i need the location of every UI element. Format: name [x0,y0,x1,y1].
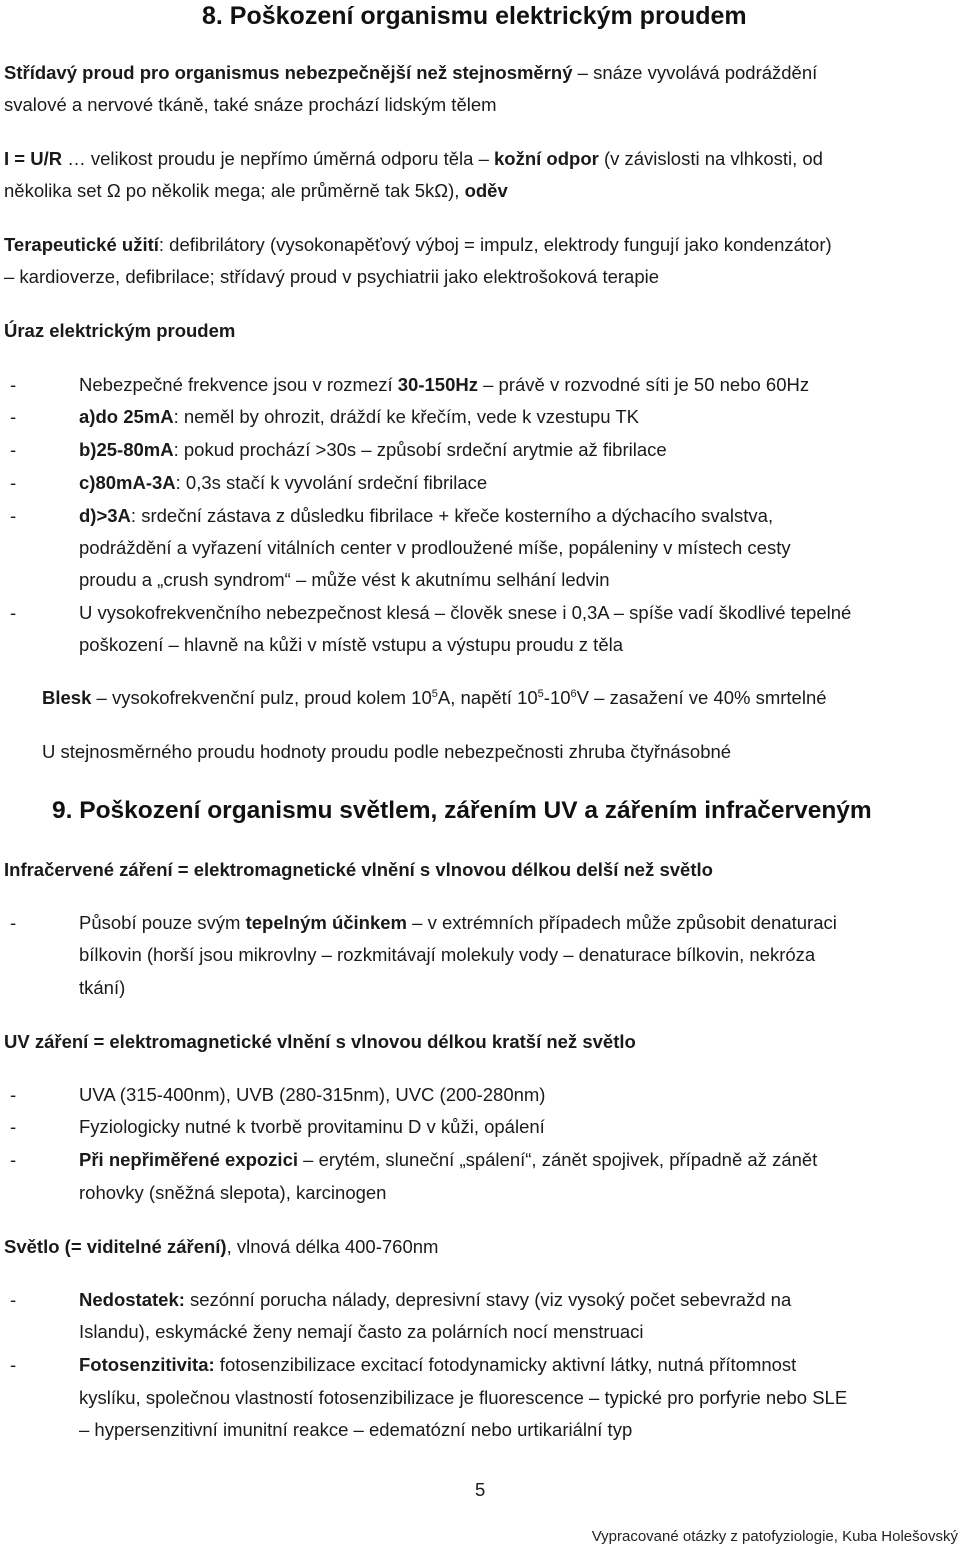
text: A, napětí 10 [437,687,538,708]
text: Fyziologicky nutné k tvorbě provitaminu D v kůži, opálení [79,1116,545,1137]
bold-text: Fotosenzitivita: [79,1354,215,1375]
bullet: - [10,1289,17,1310]
paragraph-ac-vs-dc-line2: svalové a nervové tkáně, také snáze prochází lidským tělem [4,94,497,115]
text: – erytém, sluneční „spálení“, zánět spojivek, případně až zánět [298,1149,818,1170]
list-item-continuation: poškození – hlavně na kůži v místě vstupu a výstupu proudu z těla [79,634,624,655]
page-number: 5 [475,1479,486,1500]
text: několika set Ω po několik mega; ale průměrně tak 5kΩ), [4,180,465,201]
bold-text: Blesk [42,687,92,708]
text: … velikost proudu je nepřímo úměrná odporu těla – [62,148,494,169]
text: (v závislosti na vlhkosti, od [598,148,823,169]
paragraph-visible-light [4,1238,438,1257]
bullet: - [10,1149,17,1170]
bold-text: oděv [464,180,508,201]
text: – právě v rozvodné síti je 50 nebo 60Hz [477,374,810,395]
page-footer: Vypracované otázky z patofyziologie, Kuba Holešovský [591,1528,958,1545]
bullet: - [10,1116,17,1137]
bold-text: Střídavý proud pro organismus nebezpečnější než stejnosměrný [4,62,573,83]
list-item-continuation: proudu a „crush syndrom“ – může vést k akutnímu selhání ledvin [79,569,610,590]
bullet: - [10,374,17,395]
text: : 0,3s stačí k vyvolání srdeční fibrilace [175,472,488,493]
bullet: - [10,439,17,460]
list-item-continuation: – hypersenzitivní imunitní reakce – edematózní nebo urtikariální typ [79,1419,633,1440]
list-item-continuation: kyslíku, společnou vlastností fotosenzibilizace je fluorescence – typické pro porfyrie nebo SLE [79,1387,848,1408]
bold-text: d)>3A [79,505,131,526]
superscript: 6 [570,687,577,700]
bold-text: kožní odpor [494,148,599,169]
paragraph-ohm-law [4,150,823,169]
text: UVA (315-400nm), UVB (280-315nm), UVC (200-280nm) [79,1084,546,1105]
text: V – zasažení ve 40% smrtelné [576,687,827,708]
text: – snáze vyvolává podráždění [572,62,818,83]
bold-text: a)do 25mA [79,406,174,427]
text: – v extrémních případech může způsobit denaturaci [407,912,837,933]
list-item-continuation: bílkovin (horší jsou mikrovlny – rozkmitávají molekuly vody – denaturace bílkovin, nekróza [79,944,816,965]
subheading-uv: UV záření = elektromagnetické vlnění s vlnovou délkou kratší než světlo [4,1031,636,1052]
text: : defibrilátory (vysokonapěťový výboj = impulz, elektrody fungují jako kondenzátor) [158,234,832,255]
text: fotosenzibilizace excitací fotodynamicky aktivní látky, nutná přítomnost [214,1354,797,1375]
superscript: 5 [431,687,438,700]
bullet: - [10,1354,17,1375]
section-9-title: 9. Poškození organismu světlem, zářením UV a zářením infračerveným [52,797,872,824]
list-item-continuation: podráždění a vyřazení vitálních center v prodloužené míše, popáleniny v místech cesty [79,537,791,558]
subheading-infrared: Infračervené záření = elektromagnetické vlnění s vlnovou délkou delší než světlo [4,859,713,880]
paragraph-ac-vs-dc [4,64,817,83]
list-item-continuation: Islandu), eskymácké ženy nemají často za polárních nocí menstruaci [79,1321,644,1342]
bold-text: Při nepřiměřené expozici [79,1149,299,1170]
bold-text: Světlo (= viditelné záření) [4,1236,227,1257]
text: -10 [543,687,571,708]
text: : pokud prochází >30s – způsobí srdeční arytmie až fibrilace [173,439,667,460]
list-item-continuation: rohovky (sněžná slepota), karcinogen [79,1182,387,1203]
bullet: - [10,472,17,493]
bold-text: 30-150Hz [397,374,478,395]
paragraph-therapeutic-use-line2: – kardioverze, defibrilace; střídavý proud v psychiatrii jako elektrošoková terapie [4,266,660,287]
paragraph-therapeutic-use [4,236,832,255]
bold-text: Terapeutické užití [4,234,159,255]
text: : srdeční zástava z důsledku fibrilace + křeče kosterního a dýchacího svalstva, [130,505,774,526]
list-item-continuation: tkání) [79,977,126,998]
bold-text: b)25-80mA [79,439,174,460]
bullet: - [10,1084,17,1105]
text: sezónní porucha nálady, depresivní stavy (viz vysoký počet sebevražd na [184,1289,792,1310]
bold-text: Nedostatek: [79,1289,185,1310]
paragraph-direct-current: U stejnosměrného proudu hodnoty proudu podle nebezpečnosti zhruba čtyřnásobné [42,741,732,762]
bold-text: tepelným účinkem [245,912,408,933]
section-8-title: 8. Poškození organismu elektrickým proudem [202,2,747,30]
bold-text: I = U/R [4,148,63,169]
subheading-injury: Úraz elektrickým proudem [4,320,236,341]
text: : neměl by ohrozit, dráždí ke křečím, vede k vzestupu TK [173,406,640,427]
text: – vysokofrekvenční pulz, proud kolem 10 [91,687,432,708]
text: , vlnová délka 400-760nm [226,1236,439,1257]
paragraph-lightning [42,689,827,708]
text: Nebezpečné frekvence jsou v rozmezí [79,374,398,395]
paragraph-ohm-law-line2 [4,182,508,201]
text: Působí pouze svým [79,912,246,933]
bullet: - [10,602,17,623]
superscript: 5 [537,687,544,700]
bold-text: c)80mA-3A [79,472,176,493]
bullet: - [10,406,17,427]
bullet: - [10,912,17,933]
bullet: - [10,505,17,526]
text: U vysokofrekvenčního nebezpečnost klesá – člověk snese i 0,3A – spíše vadí škodlivé tepelné [79,602,852,623]
